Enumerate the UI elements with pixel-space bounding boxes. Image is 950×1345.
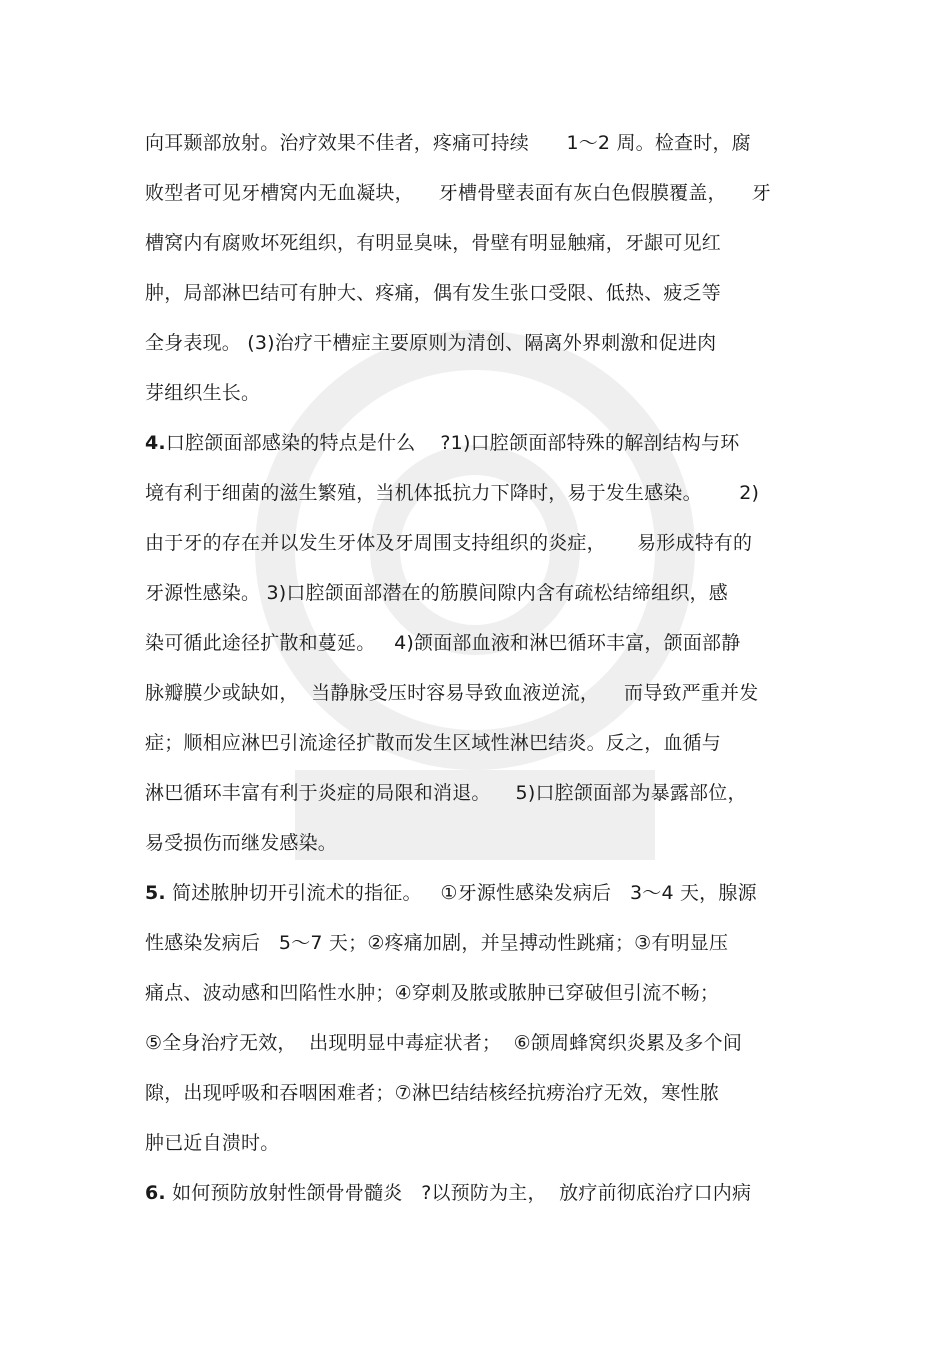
document-body	[145, 118, 815, 1218]
text-line-11: 染可循此途径扩散和蔓延。 4)颌面部血液和淋巴循环丰富，颌面部静	[145, 632, 741, 654]
text-line-10: 牙源性感染。 3)口腔颌面部潜在的筋膜间隙内含有疏松结缔组织，感	[145, 582, 728, 604]
question-6-line: 6. 如何预防放射性颌骨骨髓炎 ?以预防为主， 放疗前彻底治疗口内病	[145, 1182, 752, 1204]
text-line-17: 性感染发病后 5～7 天；②疼痛加剧，并呈搏动性跳痛；③有明显压	[145, 932, 729, 954]
text-line-6: 芽组织生长。	[145, 382, 261, 404]
text-line-13: 症；顺相应淋巴引流途径扩散而发生区域性淋巴结炎。反之，血循与	[145, 732, 722, 754]
text-line-20: 隙，出现呼吸和吞咽困难者；⑦淋巴结结核经抗痨治疗无效，寒性脓	[145, 1082, 720, 1104]
text-line-12: 脉瓣膜少或缺如， 当静脉受压时容易导致血液逆流， 而导致严重并发	[145, 682, 759, 704]
text-line-18: 痛点、波动感和凹陷性水肿；④穿刺及脓或脓肿已穿破但引流不畅；	[145, 982, 720, 1004]
question-4-line: 4.口腔颌面部感染的特点是什么 ?1)口腔颌面部特殊的解剖结构与环	[145, 432, 740, 454]
question-number: 4.	[145, 432, 166, 454]
text-line-3: 槽窝内有腐败坏死组织，有明显臭味，骨壁有明显触痛，牙龈可见红	[145, 232, 722, 254]
text-line-4: 肿，局部淋巴结可有肿大、疼痛，偶有发生张口受限、低热、疲乏等	[145, 282, 722, 304]
text-line-5: 全身表现。 (3)治疗干槽症主要原则为清创、隔离外界刺激和促进肉	[145, 332, 717, 354]
question-number: 5.	[145, 882, 166, 904]
text-line-15: 易受损伤而继发感染。	[145, 832, 338, 854]
question-number: 6.	[145, 1182, 166, 1204]
text-line-2: 败型者可见牙槽窝内无血凝块， 牙槽骨壁表面有灰白色假膜覆盖， 牙	[145, 182, 771, 204]
text-line-21: 肿已近自溃时。	[145, 1132, 280, 1154]
text-line-19: ⑤全身治疗无效， 出现明显中毒症状者； ⑥颌周蜂窝织炎累及多个间	[145, 1032, 743, 1054]
text-line-9: 由于牙的存在并以发生牙体及牙周围支持组织的炎症， 易形成特有的	[145, 532, 753, 554]
text-line-1: 向耳颞部放射。治疗效果不佳者，疼痛可持续 1～2 周。检查时，腐	[145, 132, 751, 154]
text-line-8: 境有利于细菌的滋生繁殖，当机体抵抗力下降时，易于发生感染。 2)	[145, 482, 760, 504]
text-line-14: 淋巴循环丰富有利于炎症的局限和消退。 5)口腔颌面部为暴露部位，	[145, 782, 747, 804]
question-5-line: 5. 简述脓肿切开引流术的指征。 ①牙源性感染发病后 3～4 天，腺源	[145, 882, 757, 904]
